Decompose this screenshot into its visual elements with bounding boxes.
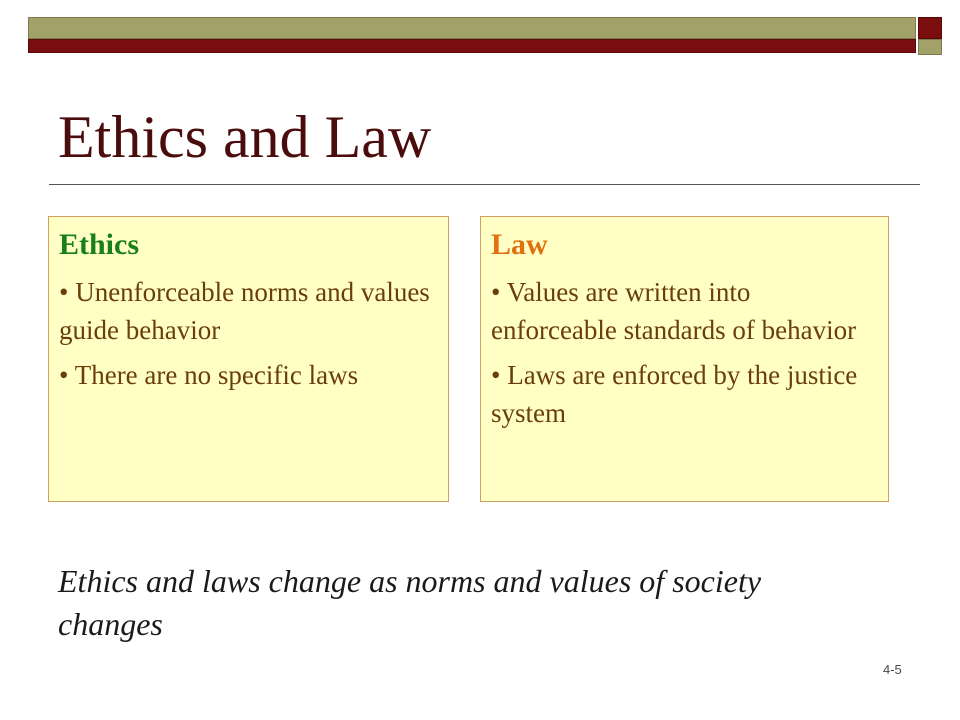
slide-number: 4-5	[883, 662, 902, 677]
law-heading: Law	[491, 228, 548, 261]
title-divider	[49, 184, 920, 185]
corner-olive-square	[918, 39, 942, 55]
ethics-heading: Ethics	[59, 228, 140, 261]
ethics-bullet-1: • Unenforceable norms and values guide behavior	[59, 277, 430, 346]
summary-statement: Ethics and laws change as norms and values of society changes	[58, 563, 762, 643]
law-bullet-1: • Values are written into enforceable standards of behavior	[491, 277, 857, 346]
ethics-bullet-2: • There are no specific laws	[59, 359, 359, 390]
corner-maroon-square	[918, 17, 942, 39]
top-olive-bar	[28, 17, 916, 39]
law-bullet-2: • Laws are enforced by the justice system	[491, 359, 858, 428]
law-box	[480, 216, 889, 502]
top-maroon-bar	[28, 39, 916, 53]
slide-title: Ethics and Law	[58, 104, 432, 170]
ethics-box	[48, 216, 449, 502]
